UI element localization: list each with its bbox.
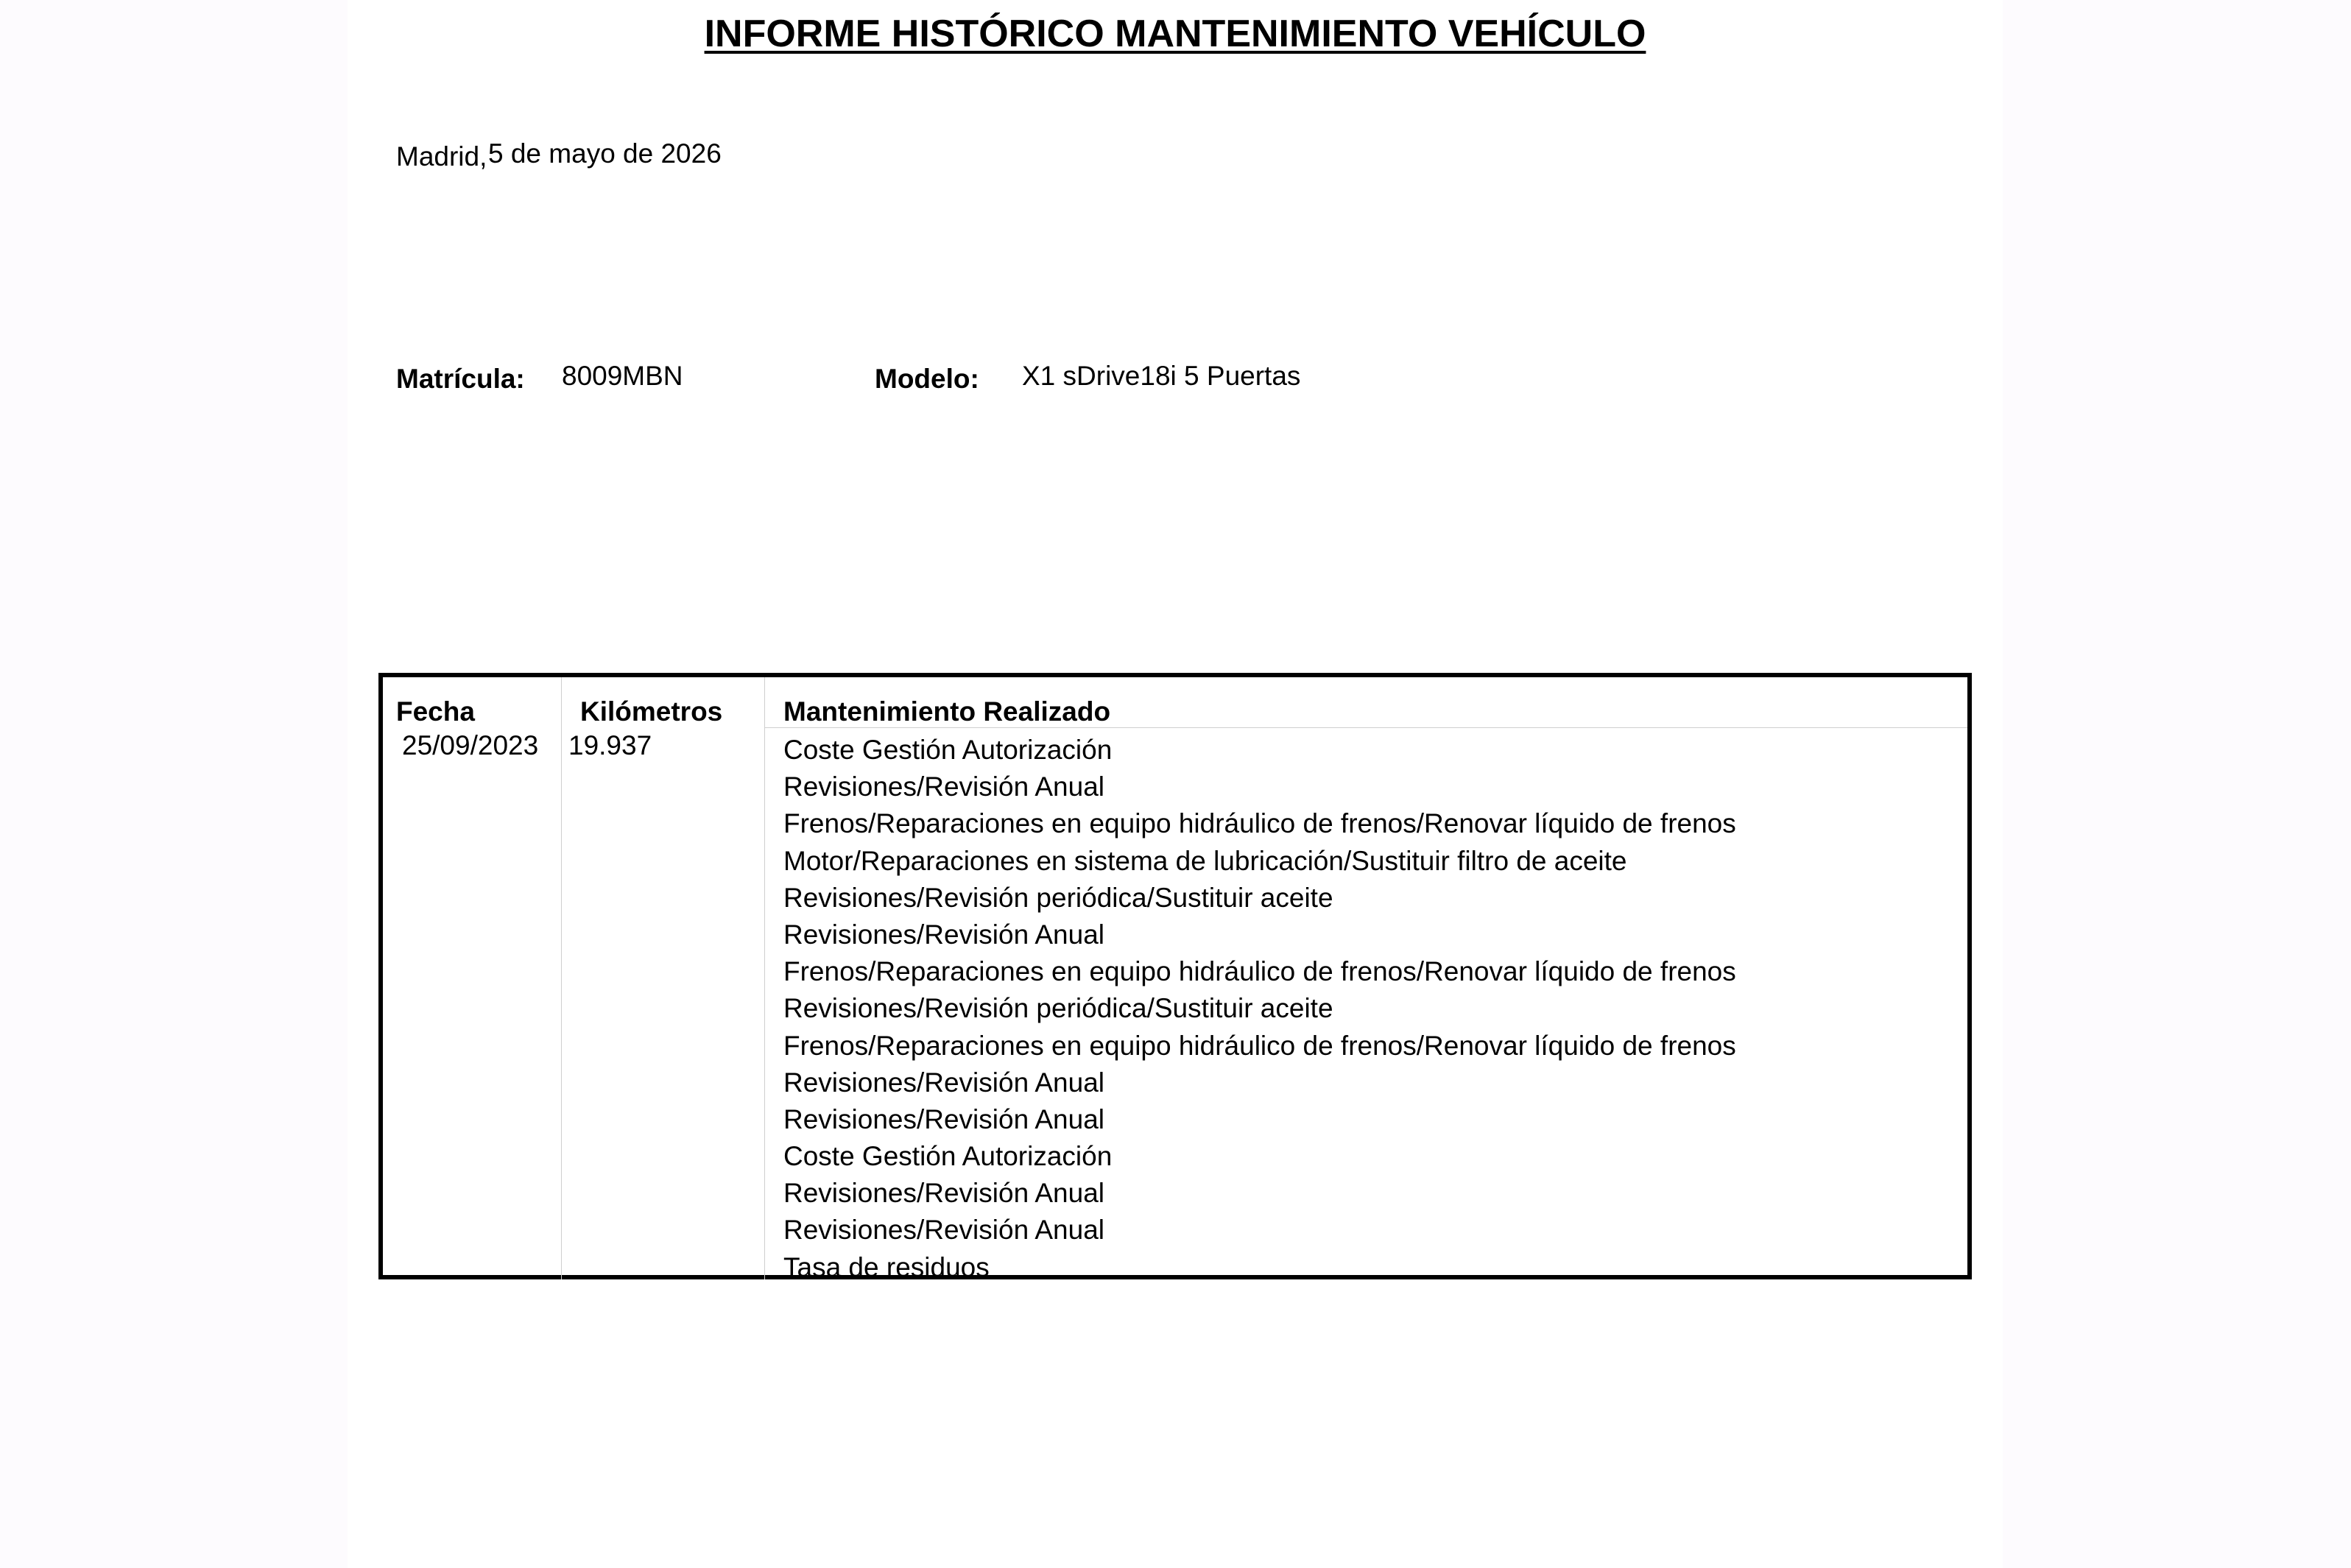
list-item: Coste Gestión Autorización: [783, 735, 1113, 765]
report-date: 5 de mayo de 2026: [488, 138, 722, 169]
column-header-kilometros: Kilómetros: [580, 696, 723, 727]
list-item: Revisiones/Revisión periódica/Sustituir aceite: [783, 993, 1333, 1024]
list-item: Revisiones/Revisión Anual: [783, 1178, 1105, 1209]
list-item: Tasa de residuos: [783, 1251, 990, 1282]
column-header-fecha: Fecha: [396, 696, 475, 727]
column-header-mantenimiento: Mantenimiento Realizado: [783, 696, 1111, 727]
report-city: Madrid,: [396, 141, 487, 172]
list-item: Motor/Reparaciones en sistema de lubricación/Sustituir filtro de aceite: [783, 845, 1627, 876]
maintenance-items-list: [783, 732, 1736, 1286]
document-page: [348, 0, 2003, 1568]
list-item: Revisiones/Revisión Anual: [783, 771, 1105, 802]
plate-label: Matrícula:: [396, 364, 525, 394]
list-item: Revisiones/Revisión Anual: [783, 1067, 1105, 1098]
column-divider-fecha: [561, 677, 562, 1279]
header-divider: [764, 727, 1967, 728]
list-item: Frenos/Reparaciones en equipo hidráulico de frenos/Renovar líquido de frenos: [783, 956, 1736, 987]
list-item: Revisiones/Revisión Anual: [783, 919, 1105, 950]
model-value: X1 sDrive18i 5 Puertas: [1022, 361, 1301, 391]
cell-fecha: 25/09/2023: [402, 730, 539, 760]
list-item: Revisiones/Revisión periódica/Sustituir aceite: [783, 882, 1333, 913]
list-item: Revisiones/Revisión Anual: [783, 1215, 1105, 1246]
list-item: Frenos/Reparaciones en equipo hidráulico de frenos/Renovar líquido de frenos: [783, 808, 1736, 839]
report-title: INFORME HISTÓRICO MANTENIMIENTO VEHÍCULO: [704, 13, 1646, 55]
model-label: Modelo:: [875, 364, 979, 394]
plate-value: 8009MBN: [562, 361, 683, 391]
list-item: Frenos/Reparaciones en equipo hidráulico de frenos/Renovar líquido de frenos: [783, 1030, 1736, 1061]
column-divider-km: [764, 677, 765, 1279]
list-item: Revisiones/Revisión Anual: [783, 1103, 1105, 1134]
list-item: Coste Gestión Autorización: [783, 1141, 1113, 1172]
cell-kilometros: 19.937: [568, 730, 652, 760]
